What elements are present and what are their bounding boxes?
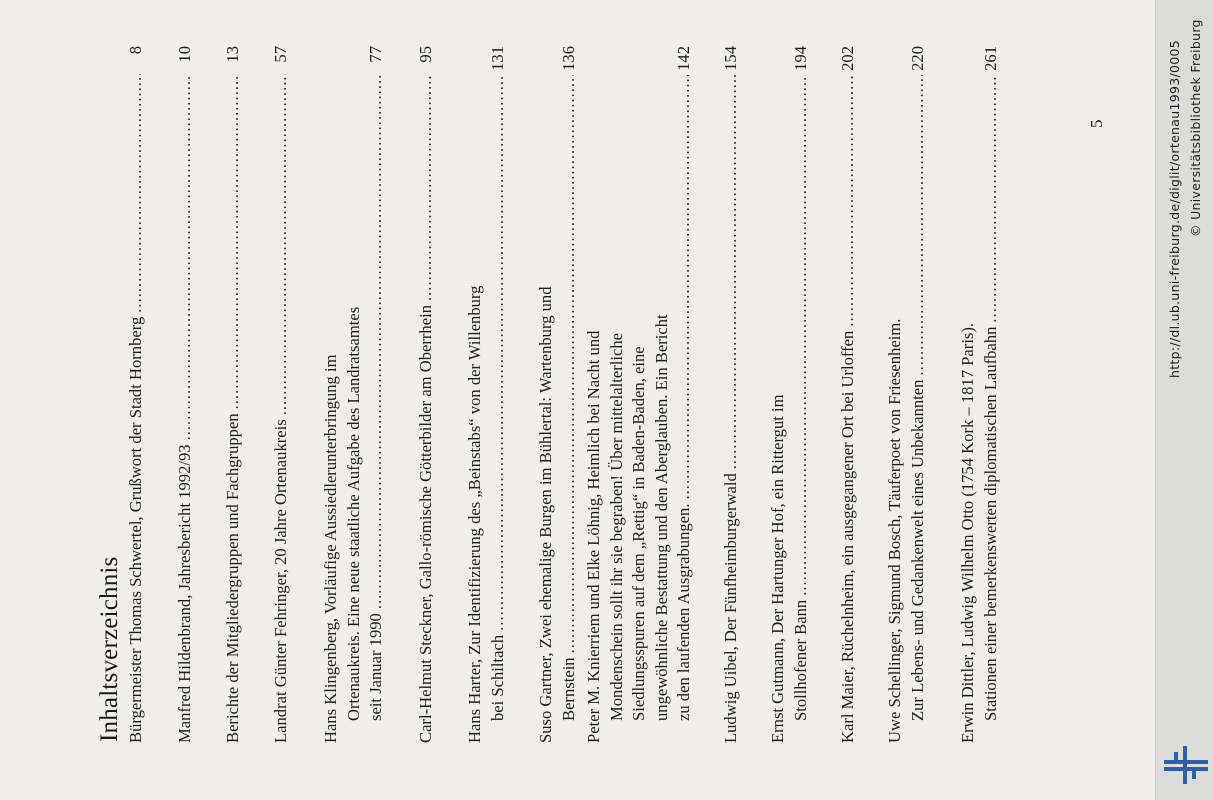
logo-bar [1174, 752, 1178, 760]
leader-dots [907, 75, 930, 376]
toc-entry-text: Manfred Hildenbrand, Jahresbericht 1992/93 [175, 444, 194, 743]
toc-entry-text: ungewöhnliche Bestattung und den Aberglauben. Ein Bericht [651, 314, 671, 721]
toc-entry-text: Uwe Schellinger, Sigmund Bosch, Täuferpoet von Friesenheim. [885, 318, 904, 743]
toc-entry-line [720, 46, 743, 743]
toc-entry-text: Stollhofener Bann [790, 599, 810, 721]
toc-entry-text: Siedlungsspuren auf dem „Rettig“ in Baden-Baden, eine [629, 346, 648, 721]
logo-bar [1183, 746, 1187, 784]
toc-entry-text: Berichte der Mitgliedergruppen und Fachgruppen [223, 413, 242, 743]
toc-entry-text: Erwin Dittler, Ludwig Wilhelm Otto (1754 Kork – 1817 Paris). [958, 322, 977, 743]
toc-entry-line [837, 46, 860, 743]
toc-entry-line [464, 46, 487, 743]
toc-entry[interactable] [720, 46, 743, 743]
leader-dots [415, 74, 438, 301]
toc-entry[interactable] [884, 46, 929, 743]
leader-dots [125, 74, 148, 313]
toc-entry[interactable] [125, 46, 148, 743]
toc-entry-line [957, 46, 980, 743]
toc-page-number: 154 [721, 46, 740, 71]
toc-entry[interactable] [415, 46, 438, 743]
toc-entry-text: Peter M. Knierriem und Elke Löhnig, Heimlich bei Nacht und [584, 330, 603, 743]
leader-dots [558, 75, 581, 654]
toc-entry-line [980, 46, 1003, 743]
toc-entry-text: Zur Lebens- und Gedankenwelt eines Unbekannten [907, 379, 927, 721]
toc-entry-text: zu den laufenden Ausgrabungen. [674, 503, 693, 721]
toc-entry-text: Mondenschein sollt ihr sie begraben! Über mittelalterliche [606, 333, 626, 721]
toc-page-number: 95 [416, 46, 435, 63]
toc-entry-text: bei Schiltach [487, 634, 507, 721]
toc-entry[interactable] [320, 46, 388, 743]
toc-entry-line [907, 46, 930, 743]
viewer-sidebar [1155, 0, 1213, 800]
toc-entry[interactable] [270, 46, 293, 743]
toc-entry-line [222, 46, 245, 743]
toc-entry[interactable] [837, 46, 860, 743]
toc-entry-line [270, 46, 293, 743]
toc-page-number: 131 [487, 46, 507, 71]
leader-dots [720, 75, 743, 469]
toc-page-number: 77 [366, 46, 385, 63]
toc-entry-text: Karl Maier, Rüchelnheim, ein ausgegangener Ort bei Urloffen [838, 330, 857, 743]
toc-entry-text: Bernstein [558, 657, 578, 721]
ub-freiburg-logo-icon [1164, 746, 1208, 784]
toc-page-number: 8 [126, 46, 145, 55]
toc-entry-line [174, 46, 197, 743]
toc-entry[interactable] [583, 46, 696, 743]
toc-page-number: 194 [790, 46, 810, 71]
toc-entry[interactable] [957, 46, 1002, 743]
toc-entry-text: Landrat Günter Fehringer, 20 Jahre Ortenaukreis [271, 419, 290, 743]
toc-entry-line [558, 46, 581, 743]
toc-entry-text: Suso Gartner, Zwei ehemalige Burgen im Bühlertal: Wartenburg und [536, 286, 555, 743]
leader-dots [673, 75, 696, 500]
toc-page-number: 202 [838, 46, 857, 71]
toc-page-number: 57 [271, 46, 290, 63]
toc-entry-line [790, 46, 813, 743]
logo-bar [1192, 771, 1196, 779]
page-title: Inhaltsverzeichnis [96, 556, 123, 742]
toc-entry-line [628, 46, 651, 743]
toc-entry-text: Carl-Helmut Steckner, Gallo-römische Götterbilder am Oberrhein [416, 304, 435, 743]
toc-entry-line [583, 46, 606, 743]
leader-dots [837, 75, 860, 327]
toc-page-number: 13 [223, 46, 242, 63]
toc-entry-line [651, 46, 674, 743]
toc-entry-line [767, 46, 790, 743]
toc-entry-text: Ortenaukreis. Eine neue staatliche Aufgabe des Landratsamtes [343, 306, 363, 721]
toc-entry-text: Hans Klingenberg, Vorläufige Aussiedlerunterbringung im [321, 354, 340, 743]
toc-entry-line [343, 46, 366, 743]
toc-entry[interactable] [767, 46, 812, 743]
toc-entry[interactable] [535, 46, 580, 743]
toc-page-number: 261 [980, 46, 1000, 71]
toc-entry-text: Ludwig Uibel, Der Fünfheimburgerwald [721, 473, 740, 743]
toc-entry-line [125, 46, 148, 743]
leader-dots [365, 74, 388, 609]
toc-entry-line [884, 46, 907, 743]
page-number: 5 [1087, 119, 1106, 128]
toc-entry-line [535, 46, 558, 743]
source-url-link[interactable]: http://dl.ub.uni-freiburg.de/diglit/ortenau1993/0005 [1167, 40, 1182, 378]
toc-entry-text: seit Januar 1990 [366, 613, 385, 721]
toc-page-number: 142 [674, 46, 693, 71]
copyright-text: © Universitätsbibliothek Freiburg [1188, 19, 1203, 237]
toc-page-number: 220 [907, 46, 927, 71]
toc-entry-line [487, 46, 510, 743]
toc-page-number: 10 [175, 46, 194, 63]
toc-entry-line [606, 46, 629, 743]
leader-dots [222, 74, 245, 409]
toc-page-number: 136 [558, 46, 578, 71]
toc-entry-line [415, 46, 438, 743]
leader-dots [790, 75, 813, 596]
toc-entry-text: Bürgermeister Thomas Schwertel, Grußwort der Stadt Hornberg [126, 316, 145, 743]
toc-entry[interactable] [174, 46, 197, 743]
leader-dots [980, 75, 1003, 323]
toc-entry-line [673, 46, 696, 743]
toc-entry-text: Ernst Gutmann, Der Hartunger Hof, ein Rittergut im [768, 394, 787, 743]
leader-dots [487, 75, 510, 631]
toc-entry-line [365, 46, 388, 743]
leader-dots [270, 74, 293, 415]
toc-entry-line [320, 46, 343, 743]
toc-entry-text: Hans Harter, Zur Identifizierung des „Beinstabs“ von der Willenburg [465, 285, 484, 743]
leader-dots [174, 74, 197, 440]
toc-entry[interactable] [222, 46, 245, 743]
toc-entry[interactable] [464, 46, 509, 743]
toc-entry-text: Stationen einer bemerkenswerten diplomatischen Laufbahn [980, 326, 1000, 721]
